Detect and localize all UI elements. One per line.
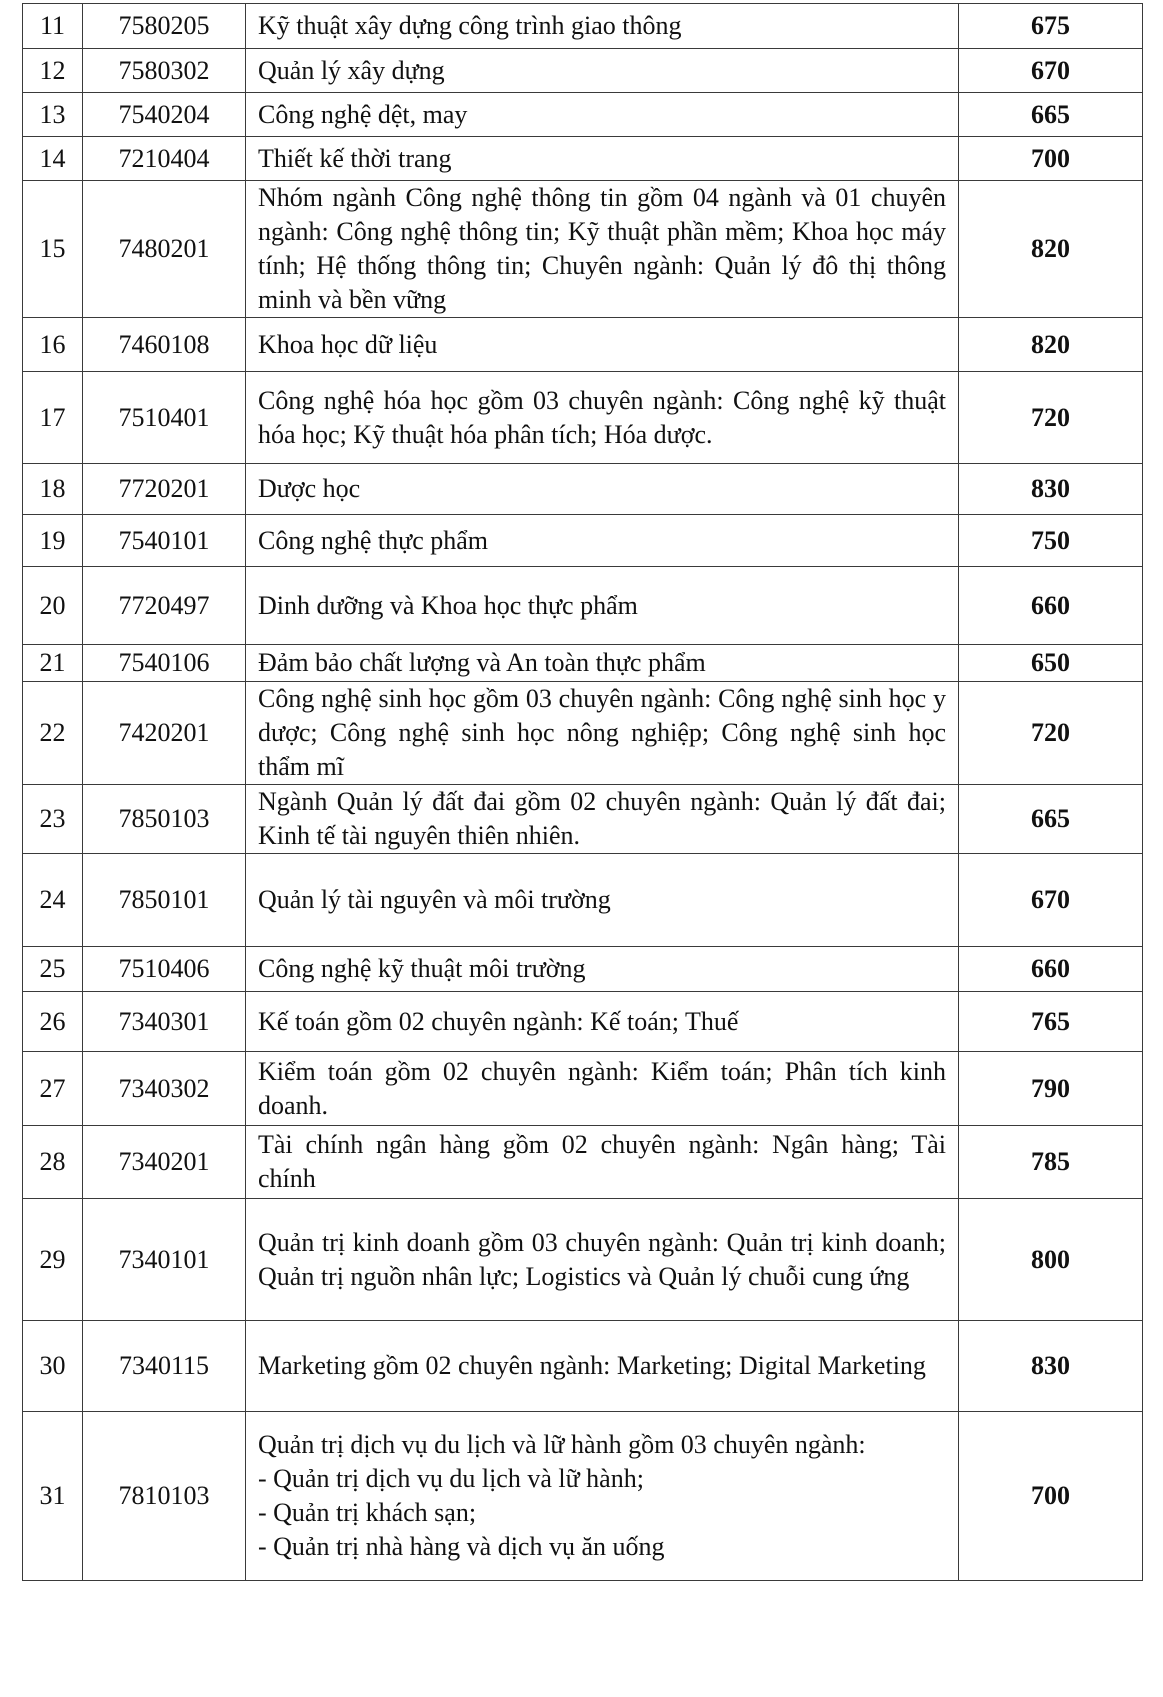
major-name-line: Marketing gồm 02 chuyên ngành: Marketing; Digital Marketing — [258, 1351, 926, 1380]
major-code-cell: 7420201 — [83, 682, 246, 785]
row-number-cell: 29 — [23, 1199, 83, 1321]
major-code-cell: 7510401 — [83, 372, 246, 464]
major-code-cell: 7540101 — [83, 515, 246, 567]
row-number-cell: 20 — [23, 567, 83, 645]
score-cell: 700 — [959, 1412, 1143, 1581]
table-row — [23, 1199, 1143, 1321]
score-cell: 665 — [959, 785, 1143, 854]
score-cell: 700 — [959, 137, 1143, 181]
major-code-cell: 7720201 — [83, 464, 246, 515]
major-name-line: Quản lý xây dựng — [258, 55, 445, 85]
major-name-line: - Quản trị nhà hàng và dịch vụ ăn uống — [258, 1532, 665, 1561]
row-number-cell: 16 — [23, 318, 83, 372]
major-code-cell: 7580302 — [83, 49, 246, 93]
row-number-cell: 21 — [23, 645, 83, 682]
major-name-line: Ngành Quản lý đất đai gồm 02 chuyên ngành: Quản lý đất đai; Kinh tế tài nguyên thiên nhiên. — [258, 787, 946, 850]
major-name-line: Dinh dưỡng và Khoa học thực phẩm — [258, 590, 638, 620]
table-row — [23, 682, 1143, 785]
admission-score-table — [22, 3, 1143, 1581]
score-cell: 720 — [959, 682, 1143, 785]
table-row — [23, 567, 1143, 645]
row-number-cell: 26 — [23, 992, 83, 1052]
score-cell: 660 — [959, 947, 1143, 992]
major-name-cell — [246, 992, 959, 1052]
major-code-cell: 7480201 — [83, 181, 246, 318]
major-code-cell: 7510406 — [83, 947, 246, 992]
major-code-cell: 7340301 — [83, 992, 246, 1052]
major-name-cell — [246, 947, 959, 992]
table-row — [23, 785, 1143, 854]
score-cell: 800 — [959, 1199, 1143, 1321]
row-number-cell: 17 — [23, 372, 83, 464]
major-name-cell — [246, 464, 959, 515]
major-name-cell — [246, 785, 959, 854]
major-name-line: Công nghệ sinh học gồm 03 chuyên ngành: Công nghệ sinh học y dược; Công nghệ sinh học nông nghiệp; Công nghệ sinh học thẩm mĩ — [258, 684, 946, 781]
row-number-cell: 25 — [23, 947, 83, 992]
row-number-cell: 23 — [23, 785, 83, 854]
row-number-cell: 14 — [23, 137, 83, 181]
major-name-line: Công nghệ hóa học gồm 03 chuyên ngành: Công nghệ kỹ thuật hóa học; Kỹ thuật hóa phân tích; Hóa dược. — [258, 385, 946, 449]
score-cell: 660 — [959, 567, 1143, 645]
major-name-line: Tài chính ngân hàng gồm 02 chuyên ngành: Ngân hàng; Tài chính — [258, 1130, 946, 1193]
major-name-line: Thiết kế thời trang — [258, 143, 452, 173]
major-name-cell — [246, 567, 959, 645]
table-row — [23, 1321, 1143, 1412]
major-code-cell: 7540204 — [83, 93, 246, 137]
table-row — [23, 645, 1143, 682]
row-number-cell: 18 — [23, 464, 83, 515]
major-name-line: Nhóm ngành Công nghệ thông tin gồm 04 ngành và 01 chuyên ngành: Công nghệ thông tin; Kỹ thuật phần mềm; Khoa học máy tính; Hệ thống thông tin; Chuyên ngành: Quản lý đô thị thông minh và bền vững — [258, 183, 946, 314]
score-cell: 820 — [959, 181, 1143, 318]
major-name-cell — [246, 49, 959, 93]
major-code-cell: 7810103 — [83, 1412, 246, 1581]
major-name-line: Công nghệ thực phẩm — [258, 525, 489, 555]
major-code-cell: 7720497 — [83, 567, 246, 645]
row-number-cell: 31 — [23, 1412, 83, 1581]
score-cell: 785 — [959, 1126, 1143, 1199]
table-row — [23, 4, 1143, 49]
score-cell: 670 — [959, 49, 1143, 93]
row-number-cell: 28 — [23, 1126, 83, 1199]
major-name-line: Công nghệ dệt, may — [258, 99, 468, 129]
score-cell: 830 — [959, 1321, 1143, 1412]
row-number-cell: 13 — [23, 93, 83, 137]
major-name-cell — [246, 93, 959, 137]
table-row — [23, 372, 1143, 464]
major-name-line: - Quản trị dịch vụ du lịch và lữ hành; — [258, 1464, 644, 1493]
score-cell: 720 — [959, 372, 1143, 464]
row-number-cell: 15 — [23, 181, 83, 318]
major-code-cell: 7340101 — [83, 1199, 246, 1321]
major-code-cell: 7580205 — [83, 4, 246, 49]
score-cell: 665 — [959, 93, 1143, 137]
major-code-cell: 7210404 — [83, 137, 246, 181]
row-number-cell: 30 — [23, 1321, 83, 1412]
table-row — [23, 1412, 1143, 1581]
row-number-cell: 19 — [23, 515, 83, 567]
major-name-line: Kiểm toán gồm 02 chuyên ngành: Kiểm toán; Phân tích kinh doanh. — [258, 1056, 946, 1120]
table-row — [23, 947, 1143, 992]
table-row — [23, 1126, 1143, 1199]
score-cell: 765 — [959, 992, 1143, 1052]
row-number-cell: 27 — [23, 1052, 83, 1126]
major-name-line: Quản lý tài nguyên và môi trường — [258, 885, 611, 914]
score-cell: 820 — [959, 318, 1143, 372]
major-name-cell — [246, 854, 959, 947]
major-code-cell: 7460108 — [83, 318, 246, 372]
major-code-cell: 7850101 — [83, 854, 246, 947]
table-row — [23, 318, 1143, 372]
score-cell: 750 — [959, 515, 1143, 567]
major-code-cell: 7340201 — [83, 1126, 246, 1199]
table-row — [23, 992, 1143, 1052]
table-row — [23, 137, 1143, 181]
row-number-cell: 22 — [23, 682, 83, 785]
row-number-cell: 11 — [23, 4, 83, 49]
major-name-line: Khoa học dữ liệu — [258, 329, 438, 359]
score-cell: 675 — [959, 4, 1143, 49]
table-body — [23, 4, 1143, 1581]
row-number-cell: 24 — [23, 854, 83, 947]
table-row — [23, 49, 1143, 93]
score-cell: 790 — [959, 1052, 1143, 1126]
major-name-line: Quản trị dịch vụ du lịch và lữ hành gồm 03 chuyên ngành: — [258, 1430, 866, 1459]
major-name-cell — [246, 372, 959, 464]
major-name-line: Kỹ thuật xây dựng công trình giao thông — [258, 11, 682, 40]
table-row — [23, 181, 1143, 318]
major-name-line: - Quản trị khách sạn; — [258, 1498, 477, 1527]
table-row — [23, 515, 1143, 567]
major-name-cell — [246, 1321, 959, 1412]
score-cell: 830 — [959, 464, 1143, 515]
major-name-line: Đảm bảo chất lượng và An toàn thực phẩm — [258, 648, 706, 677]
major-code-cell: 7340115 — [83, 1321, 246, 1412]
major-name-line: Kế toán gồm 02 chuyên ngành: Kế toán; Thuế — [258, 1006, 739, 1036]
major-name-cell — [246, 4, 959, 49]
score-cell: 670 — [959, 854, 1143, 947]
row-number-cell: 12 — [23, 49, 83, 93]
major-name-cell — [246, 1412, 959, 1581]
table-row — [23, 464, 1143, 515]
major-code-cell: 7340302 — [83, 1052, 246, 1126]
major-name-cell — [246, 515, 959, 567]
major-name-cell — [246, 1199, 959, 1321]
major-code-cell: 7540106 — [83, 645, 246, 682]
major-name-cell — [246, 682, 959, 785]
major-name-cell — [246, 645, 959, 682]
major-name-line: Công nghệ kỹ thuật môi trường — [258, 954, 586, 983]
major-code-cell: 7850103 — [83, 785, 246, 854]
major-name-line: Quản trị kinh doanh gồm 03 chuyên ngành: Quản trị kinh doanh; Quản trị nguồn nhân lực; Logistics và Quản lý chuỗi cung ứng — [258, 1227, 946, 1291]
table-row — [23, 93, 1143, 137]
score-cell: 650 — [959, 645, 1143, 682]
table-row — [23, 854, 1143, 947]
major-name-cell — [246, 181, 959, 318]
major-name-cell — [246, 318, 959, 372]
major-name-cell — [246, 137, 959, 181]
major-name-cell — [246, 1052, 959, 1126]
major-name-line: Dược học — [258, 474, 361, 503]
table-row — [23, 1052, 1143, 1126]
major-name-cell — [246, 1126, 959, 1199]
